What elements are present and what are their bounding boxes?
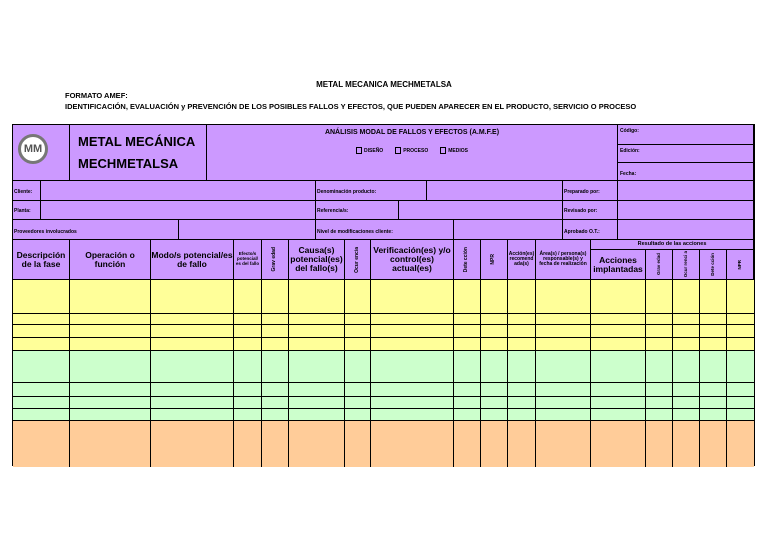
- company-logo: [18, 134, 48, 164]
- fecha-cell[interactable]: [618, 163, 754, 181]
- cliente-label-cell: [13, 181, 41, 201]
- nivel-label: Nivel de modificaciones cliente:: [317, 229, 393, 235]
- col-resultado-acciones: Resultado de las acciones: [591, 240, 754, 250]
- edicion-label: Edición:: [620, 148, 640, 154]
- format-label: FORMATO AMEF:: [65, 91, 128, 100]
- col-gravedad-resultado: Grav edad: [646, 250, 673, 280]
- amfe-title-cell: [207, 125, 618, 181]
- table-row[interactable]: [13, 409, 754, 421]
- fecha-label: Fecha:: [620, 171, 637, 177]
- denominacion-field[interactable]: [427, 181, 563, 201]
- option-proceso[interactable]: [395, 147, 428, 154]
- column-divider: [480, 280, 481, 467]
- company-name-line2: MECHMETALSA: [78, 156, 179, 171]
- document-title: METAL MECANICA MECHMETALSA: [316, 80, 452, 89]
- company-cell: [70, 125, 207, 181]
- revisado-field[interactable]: [618, 201, 754, 220]
- codigo-cell[interactable]: [618, 125, 754, 145]
- document-subtitle: IDENTIFICACIÓN, EVALUACIÓN y PREVENCIÓN DE LOS POSIBLES FALLOS Y EFECTOS, QUE PUEDEN APARECER EN EL PRODUCTO, SERVICIO O PROCESO: [65, 102, 637, 111]
- column-divider: [150, 280, 151, 467]
- nivel-label-cell: [316, 220, 454, 240]
- col-modo-fallo: Modo/s potencial/es de fallo: [151, 240, 234, 280]
- checkbox-icon: [356, 147, 362, 154]
- column-divider: [535, 280, 536, 467]
- referencia-field[interactable]: [399, 201, 563, 220]
- proveedores-label-cell: [13, 220, 179, 240]
- checkbox-icon: [440, 147, 446, 154]
- planta-label-cell: [13, 201, 41, 220]
- logo-text: MM: [23, 143, 43, 155]
- column-divider: [645, 280, 646, 467]
- col-accion-recomendada: Acción(es) recomend ada(s): [508, 240, 536, 280]
- option-proceso-label: PROCESO: [403, 147, 429, 154]
- table-row[interactable]: [13, 338, 754, 351]
- nivel-field[interactable]: [454, 220, 563, 240]
- cliente-field[interactable]: [41, 181, 316, 201]
- preparado-field[interactable]: [618, 181, 754, 201]
- column-divider: [726, 280, 727, 467]
- col-deteccion: Dete cción: [454, 240, 481, 280]
- revisado-label: Revisado por:: [564, 208, 598, 214]
- amfe-title: ANÁLISIS MODAL DE FALLOS Y EFECTOS (A.M.F.E): [324, 129, 500, 136]
- proveedores-label: Proveedores involucrados: [14, 229, 77, 235]
- preparado-label-cell: [563, 181, 618, 201]
- option-medios-label: MEDIOS: [448, 147, 468, 154]
- col-acciones-implantadas: Acciones implantadas: [591, 250, 646, 280]
- column-divider: [233, 280, 234, 467]
- col-ocurrencia-resultado: Ocur renci a: [673, 250, 700, 280]
- edicion-cell[interactable]: [618, 145, 754, 163]
- col-descripcion-fase: Descripción de la fase: [13, 240, 70, 280]
- aprobado-label-cell: [563, 220, 618, 240]
- col-ocurrencia: Ocur encia: [345, 240, 371, 280]
- col-area-responsable: Área(s) / persona(s) responsable(s) y fecha de realización: [536, 240, 591, 280]
- option-medios[interactable]: [440, 147, 468, 154]
- col-operacion-funcion: Operación o función: [70, 240, 151, 280]
- company-name-line1: METAL MECÁNICA: [78, 134, 196, 149]
- checkbox-icon: [395, 147, 401, 154]
- column-divider: [590, 280, 591, 467]
- column-divider: [261, 280, 262, 467]
- col-npr-resultado: NPR: [727, 250, 754, 280]
- amfe-form: [12, 124, 755, 466]
- denominacion-label: Denominación producto:: [317, 189, 377, 195]
- table-row[interactable]: [13, 421, 754, 467]
- col-causa-fallo: Causa(s) potencial(es) del fallo(s): [289, 240, 345, 280]
- table-row[interactable]: [13, 280, 754, 314]
- col-npr: NPR: [481, 240, 508, 280]
- logo-cell: [13, 125, 70, 181]
- option-diseno[interactable]: [356, 147, 383, 154]
- column-divider: [288, 280, 289, 467]
- table-row[interactable]: [13, 397, 754, 409]
- codigo-label: Código:: [620, 128, 639, 134]
- revisado-label-cell: [563, 201, 618, 220]
- column-divider: [699, 280, 700, 467]
- column-divider: [344, 280, 345, 467]
- referencia-label: Referencia/s:: [317, 208, 349, 214]
- column-divider: [507, 280, 508, 467]
- col-gravedad: Grav edad: [262, 240, 289, 280]
- referencia-label-cell: [316, 201, 399, 220]
- col-efecto-fallo: Efecto/s potencial/ es del fallo: [234, 240, 262, 280]
- column-divider: [370, 280, 371, 467]
- proveedores-field[interactable]: [179, 220, 316, 240]
- column-divider: [69, 280, 70, 467]
- preparado-label: Preparado por:: [564, 189, 600, 195]
- table-row[interactable]: [13, 351, 754, 383]
- aprobado-field[interactable]: [618, 220, 754, 240]
- col-verificacion-control: Verificación(es) y/o control(es) actual(es): [371, 240, 454, 280]
- table-row[interactable]: [13, 383, 754, 397]
- amfe-type-options: [207, 147, 617, 154]
- planta-field[interactable]: [41, 201, 316, 220]
- planta-label: Planta:: [14, 208, 31, 214]
- cliente-label: Cliente:: [14, 189, 33, 195]
- table-row[interactable]: [13, 325, 754, 338]
- option-diseno-label: DISEÑO: [364, 147, 384, 154]
- col-deteccion-resultado: Dete cción: [700, 250, 727, 280]
- denominacion-label-cell: [316, 181, 427, 201]
- column-divider: [672, 280, 673, 467]
- table-row[interactable]: [13, 314, 754, 325]
- aprobado-label: Aprobado O.T.:: [564, 229, 600, 235]
- column-divider: [453, 280, 454, 467]
